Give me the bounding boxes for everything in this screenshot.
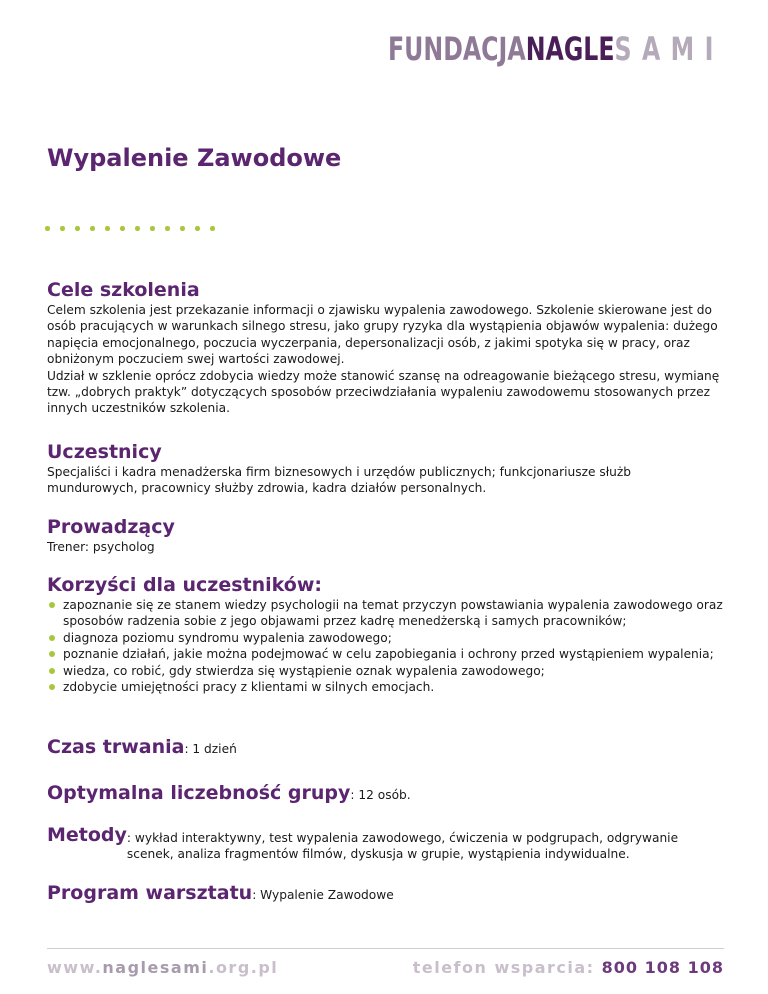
footer-web-prefix: www. [47, 958, 103, 977]
prowadzacy-text: Trener: psycholog [47, 540, 155, 554]
footer-divider [47, 948, 724, 949]
section-program [47, 882, 724, 904]
liczebnosc-value: : 12 osób. [350, 788, 411, 802]
section-liczebnosc [47, 782, 724, 804]
korzysci-list [47, 597, 724, 695]
section-heading-cele: Cele szkolenia [47, 279, 200, 301]
program-value: : Wypalenie Zawodowe [252, 888, 394, 902]
page-title: Wypalenie Zawodowe [47, 144, 342, 172]
footer-phone-number[interactable]: 800 108 108 [601, 958, 724, 977]
footer-phone-label: telefon wsparcia: [412, 958, 595, 977]
footer-phone [413, 958, 724, 977]
cele-text-1: Celem szkolenia jest przekazanie informacji o zjawisku wypalenia zawodowego. Szkolenie skierowane jest do osób pracujących w warunkach silnego stresu, jako grupy ryzyka dla wystąpienia objawów wypalenia: dużego napięcia emocjonalnego, poczucia wyczerpania, depersonalizacji osób, z jakimi spotyka się w pracy, oraz obniżonym poczuciem swej wartości zawodowej. [47, 303, 718, 367]
metody-heading: Metody [47, 824, 127, 846]
logo-part-sami: SAMI [614, 30, 724, 68]
list-item: zdobycie umiejętności pracy z klientami w silnych emocjach. [47, 679, 724, 695]
metody-value: : wykład interaktywny, test wypalenia zawodowego, ćwiczenia w podgrupach, odgrywanie scenek, analiza fragmentów filmów, dyskusja w grupie, wystąpienia indywidualne. [126, 831, 679, 862]
section-uczestnicy [47, 440, 724, 497]
list-item: wiedza, co robić, gdy stwierdza się wystąpienie oznak wypalenia zawodowego; [47, 663, 724, 679]
footer-website-link[interactable] [47, 958, 278, 977]
czas-value: : 1 dzień [184, 742, 237, 756]
uczestnicy-text: Specjaliści i kadra menadżerska firm biznesowych i urzędów publicznych; funkcjonariusze służb mundurowych, pracownicy służby zdrowia, kadra działów personalnych. [47, 465, 632, 496]
section-heading-prowadzacy: Prowadzący [47, 516, 175, 538]
program-heading: Program warsztatu [47, 882, 253, 904]
logo-part-fundacja: FUNDACJA [388, 30, 526, 68]
cele-text-2: Udział w szklenie oprócz zdobycia wiedzy może stanowić szansę na odreagowanie bieżącego stresu, wymianę tzw. „dobrych praktyk” dotyczących sposobów przeciwdziałania wypaleniu zawodowemu stosowanych przez innych uczestników szkolenia. [47, 368, 720, 416]
footer-web-name: naglesami [102, 958, 209, 977]
section-korzysci [47, 573, 724, 695]
list-item: diagnoza poziomu syndromu wypalenia zawodowego; [47, 630, 724, 646]
list-item: poznanie działań, jakie można podejmować w celu zapobiegania i ochrony przed wystąpieniem wypalenia; [47, 646, 724, 662]
dotted-divider [45, 226, 215, 231]
list-item: zapoznanie się ze stanem wiedzy psychologii na temat przyczyn powstawiania wypalenia zawodowego oraz sposobów radzenia sobie z jego objawami przez kadrę menedżerską i samych pracowników; [47, 597, 724, 630]
section-heading-korzysci: Korzyści dla uczestników: [47, 574, 322, 596]
section-cele [47, 278, 724, 417]
logo [388, 30, 724, 68]
footer-web-suffix: .org.pl [208, 958, 279, 977]
section-heading-uczestnicy: Uczestnicy [47, 441, 162, 463]
logo-part-nagle: NAGLE [525, 30, 615, 68]
liczebnosc-heading: Optymalna liczebność grupy [47, 782, 351, 804]
section-metody [47, 824, 724, 863]
czas-heading: Czas trwania [47, 736, 185, 758]
section-prowadzacy [47, 515, 724, 555]
section-czas [47, 736, 724, 758]
